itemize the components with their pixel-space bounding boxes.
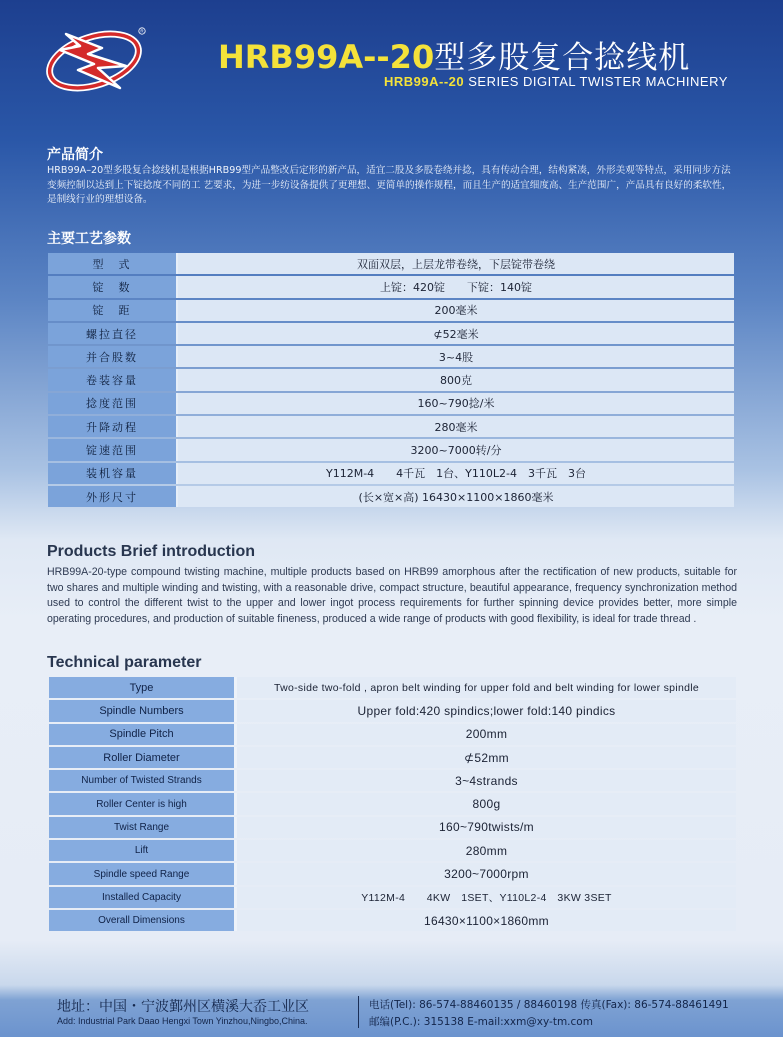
intro-cn-heading: 产品简介 [47,147,103,163]
table-row [48,276,734,297]
intro-en-paragraph: HRB99A-20-type compound twisting machine, multiple products based on HRB99 amorphous after the rectification of new products, suitable for two shares and multiple winding and twisting, with a reasonable drive, compact structure, beautiful appearance, frequency synchronization method used to control the different twist to the upper and lower ingot process requirements for further spinning device provides better, more simple operating procedures, and production of suitable fineness, produced a wide range of products with good flexibility, is ideal for trade thread . [47,566,737,625]
param-label: 螺拉直径 [48,323,178,344]
param-value: 200毫米 [178,300,734,321]
param-value: 3~4股 [178,346,734,367]
params-en-table [49,675,736,933]
table-row [48,486,734,507]
intro-cn-paragraph: HRB99A–20型多股复合捻线机是根据HRB99型产品整改后定形的新产品，适宜二股及多股卷绕并捻，具有传动合理，结构紧凑，外形美观等特点，采用同步方法变频控制以达到上下锭捻度不同的工 艺要求，为进一步纺设备提供了更理想、更简单的操作规程，而且生产的适宜细度高、生产范围广，产品具有良好的柔软性，是制线行业的理想设备。 [47,165,732,205]
table-row [48,416,734,437]
param-value: Y112M-4 4KW 1SET、Y110L2-4 3KW 3SET [237,887,736,908]
param-value: 160~790捻/米 [178,393,734,414]
table-row [49,887,736,908]
table-row [49,700,736,721]
param-label: Lift [49,840,237,861]
table-row [48,253,734,274]
param-label: 捻度范围 [48,393,178,414]
param-value: 160~790twists/m [237,817,736,838]
table-row [48,439,734,460]
table-row [48,346,734,367]
param-value: 800g [237,793,736,814]
subtitle-model: HRB99A--20 [384,74,465,89]
table-row [49,747,736,768]
param-label: 升降动程 [48,416,178,437]
table-row [49,724,736,745]
param-label: 卷装容量 [48,369,178,390]
param-label: Type [49,677,237,698]
param-value: 280mm [237,840,736,861]
param-label: Installed Capacity [49,887,237,908]
param-value: ⊄52mm [237,747,736,768]
param-label: Spindle Numbers [49,700,237,721]
param-value: (长×宽×高) 16430×1100×1860毫米 [178,486,734,507]
param-value: 3~4strands [237,770,736,791]
footer-postcode-email: 邮编(P.C.): 315138 E-mail:xxm@xy-tm.com [369,1016,593,1028]
param-value: Y112M-4 4千瓦 1台、Y110L2-4 3千瓦 3台 [178,463,734,484]
table-row [49,910,736,931]
footer-address-en: Add: Industrial Park Daao Hengxi Town Yinzhou,Ningbo,China. [57,1016,308,1026]
param-label: Spindle speed Range [49,863,237,884]
table-row [49,817,736,838]
page-title [218,32,690,77]
param-value: Two-side two-fold , apron belt winding for upper fold and belt winding for lower spindle [237,677,736,698]
param-label: Roller Center is high [49,793,237,814]
table-row [48,323,734,344]
svg-text:R: R [140,28,144,34]
param-value: Upper fold:420 spindics;lower fold:140 pindics [237,700,736,721]
param-label: Roller Diameter [49,747,237,768]
params-cn-table [48,251,734,509]
subtitle-text: SERIES DIGITAL TWISTER MACHINERY [464,74,728,89]
param-value: 上锭：420锭 下锭：140锭 [178,276,734,297]
param-value: 16430×1100×1860mm [237,910,736,931]
param-label: Twist Range [49,817,237,838]
param-value: 双面双层，上层龙带卷绕，下层锭带卷绕 [178,253,734,274]
param-label: 并合股数 [48,346,178,367]
table-row [49,793,736,814]
table-row [48,300,734,321]
param-value: 3200~7000rpm [237,863,736,884]
param-label: 型 式 [48,253,178,274]
title-cn-name: 型多股复合捻线机 [434,40,691,76]
table-row [49,677,736,698]
param-value: 280毫米 [178,416,734,437]
footer-address-cn: 地址：中国・宁波鄞州区横溪大岙工业区 [57,999,309,1015]
table-row [48,369,734,390]
param-label: 锭速范围 [48,439,178,460]
params-cn-heading: 主要工艺参数 [47,231,131,247]
table-row [49,770,736,791]
param-label: 外形尺寸 [48,486,178,507]
param-value: 200mm [237,724,736,745]
param-label: 装机容量 [48,463,178,484]
intro-en-heading: Products Brief introduction [47,543,255,560]
table-row [48,393,734,414]
table-row [48,463,734,484]
footer-phone-fax: 电话(Tel): 86-574-88460135 / 88460198 传真(Fax): 86-574-88461491 [369,999,729,1011]
params-en-heading: Technical parameter [47,654,202,671]
param-label: Overall Dimensions [49,910,237,931]
table-row [49,863,736,884]
param-label: Number of Twisted Strands [49,770,237,791]
param-value: 3200~7000转/分 [178,439,734,460]
company-logo-icon [44,24,148,94]
title-model: HRB99A--20 [218,38,435,76]
table-row [49,840,736,861]
footer-divider [358,996,359,1028]
param-value: ⊄52毫米 [178,323,734,344]
param-label: Spindle Pitch [49,724,237,745]
param-label: 锭 距 [48,300,178,321]
param-value: 800克 [178,369,734,390]
page-subtitle [384,74,728,89]
param-label: 锭 数 [48,276,178,297]
